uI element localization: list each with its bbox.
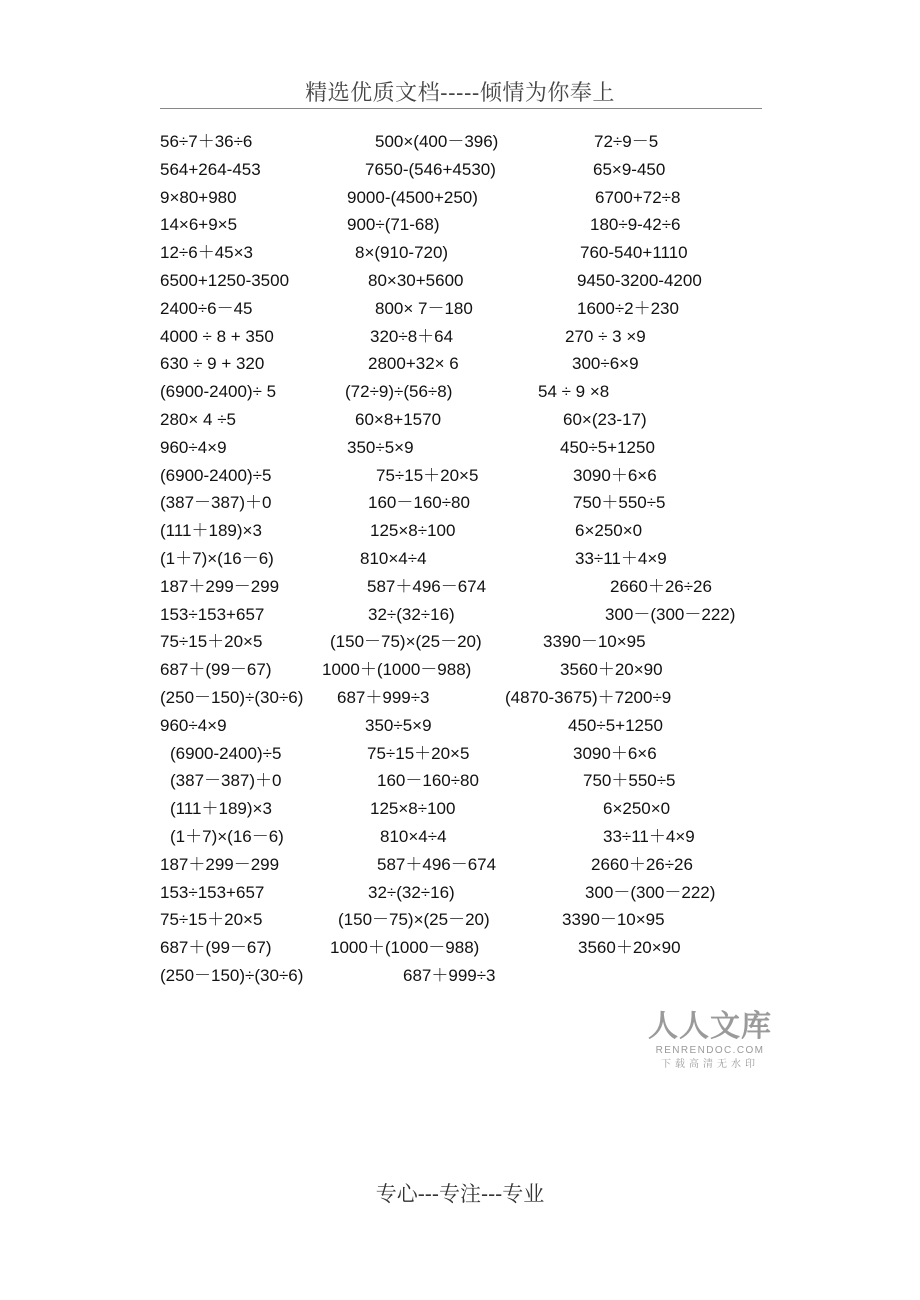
problem-expression: 6500+1250-3500 bbox=[160, 270, 290, 290]
problem-row bbox=[0, 740, 920, 768]
problem-expression: 350÷5×9 bbox=[347, 437, 414, 457]
problem-expression: 14×6+9×5 bbox=[160, 215, 238, 235]
problem-row bbox=[0, 462, 920, 490]
problem-row bbox=[0, 573, 920, 601]
problem-expression: 2800+32× 6 bbox=[368, 354, 459, 374]
problem-expression: 4000 ÷ 8 + 350 bbox=[160, 326, 274, 346]
problem-expression: 3090＋6×6 bbox=[573, 465, 657, 485]
problem-expression: 320÷8＋64 bbox=[370, 326, 454, 346]
problem-expression: 2400÷6－45 bbox=[160, 298, 253, 318]
problem-expression: 450÷5+1250 bbox=[568, 715, 663, 735]
problem-row bbox=[0, 406, 920, 434]
problem-expression: 180÷9-42÷6 bbox=[590, 215, 681, 235]
problem-expression: 125×8÷100 bbox=[370, 521, 456, 541]
problem-expression: (387－387)＋0 bbox=[170, 771, 282, 791]
problem-expression: 687＋(99－67) bbox=[160, 938, 272, 958]
problem-row bbox=[0, 156, 920, 184]
problem-expression: 750＋550÷5 bbox=[573, 493, 666, 513]
problem-expression: 6×250×0 bbox=[575, 521, 643, 541]
problem-expression: (250－150)÷(30÷6) bbox=[160, 965, 304, 985]
problem-row bbox=[0, 489, 920, 517]
watermark-url: RENRENDOC.COM bbox=[655, 1045, 765, 1056]
problem-row bbox=[0, 517, 920, 545]
problem-row bbox=[0, 128, 920, 156]
problem-expression: 60×8+1570 bbox=[355, 409, 442, 429]
problem-row bbox=[0, 795, 920, 823]
problem-expression: 6×250×0 bbox=[603, 799, 671, 819]
problem-expression: 75÷15＋20×5 bbox=[376, 465, 479, 485]
problem-expression: 32÷(32÷16) bbox=[368, 604, 455, 624]
problem-row bbox=[0, 295, 920, 323]
problem-row bbox=[0, 267, 920, 295]
problem-row bbox=[0, 434, 920, 462]
problem-expression: 33÷11＋4×9 bbox=[575, 548, 667, 568]
problem-expression: 2660＋26÷26 bbox=[610, 576, 712, 596]
problem-row bbox=[0, 545, 920, 573]
problem-expression: 687＋(99－67) bbox=[160, 660, 272, 680]
problem-expression: 9450-3200-4200 bbox=[577, 270, 702, 290]
problem-expression: 1000＋(1000－988) bbox=[330, 938, 480, 958]
problem-expression: (111＋189)×3 bbox=[170, 799, 272, 819]
problem-list bbox=[0, 128, 920, 990]
problem-expression: (111＋189)×3 bbox=[160, 521, 262, 541]
problem-row bbox=[0, 239, 920, 267]
problem-expression: 187＋299－299 bbox=[160, 576, 280, 596]
problem-expression: 300－(300－222) bbox=[605, 604, 736, 624]
problem-row bbox=[0, 767, 920, 795]
problem-row bbox=[0, 962, 920, 990]
problem-expression: 9×80+980 bbox=[160, 187, 237, 207]
problem-expression: (4870-3675)＋7200÷9 bbox=[505, 687, 672, 707]
problem-expression: 564+264-453 bbox=[160, 159, 261, 179]
problem-expression: 9000-(4500+250) bbox=[347, 187, 478, 207]
problem-row bbox=[0, 323, 920, 351]
problem-expression: 153÷153+657 bbox=[160, 882, 265, 902]
problem-expression: 587＋496－674 bbox=[377, 854, 497, 874]
problem-expression: 630 ÷ 9 + 320 bbox=[160, 354, 265, 374]
problem-expression: (250－150)÷(30÷6) bbox=[160, 687, 304, 707]
problem-expression: 810×4÷4 bbox=[360, 548, 427, 568]
problem-expression: 7650-(546+4530) bbox=[365, 159, 496, 179]
problem-row bbox=[0, 851, 920, 879]
problem-expression: 1600÷2＋230 bbox=[577, 298, 679, 318]
problem-expression: 270 ÷ 3 ×9 bbox=[565, 326, 646, 346]
watermark-logo bbox=[640, 1010, 780, 1072]
problem-expression: 280× 4 ÷5 bbox=[160, 409, 236, 429]
problem-row bbox=[0, 184, 920, 212]
problem-expression: 810×4÷4 bbox=[380, 826, 447, 846]
problem-expression: 160－160÷80 bbox=[377, 771, 479, 791]
problem-expression: 6700+72÷8 bbox=[595, 187, 681, 207]
problem-expression: (150－75)×(25－20) bbox=[330, 632, 482, 652]
problem-expression: 800× 7－180 bbox=[375, 298, 473, 318]
problem-expression: 12÷6＋45×3 bbox=[160, 243, 253, 263]
problem-expression: 54 ÷ 9 ×8 bbox=[538, 382, 610, 402]
problem-expression: (6900-2400)÷5 bbox=[170, 743, 282, 763]
problem-expression: 60×(23-17) bbox=[563, 409, 647, 429]
problem-expression: 960÷4×9 bbox=[160, 437, 227, 457]
problem-expression: 32÷(32÷16) bbox=[368, 882, 455, 902]
problem-row bbox=[0, 211, 920, 239]
page-header: 精选优质文档-----倾情为你奉上 bbox=[305, 81, 615, 106]
problem-row bbox=[0, 823, 920, 851]
problem-expression: 450÷5+1250 bbox=[560, 437, 655, 457]
problem-expression: 900÷(71-68) bbox=[347, 215, 440, 235]
problem-row bbox=[0, 656, 920, 684]
problem-expression: 2660＋26÷26 bbox=[591, 854, 693, 874]
header-rule bbox=[160, 108, 762, 109]
problem-expression: 3390－10×95 bbox=[543, 632, 646, 652]
problem-expression: (150－75)×(25－20) bbox=[338, 910, 490, 930]
problem-row bbox=[0, 684, 920, 712]
problem-expression: (1＋7)×(16－6) bbox=[170, 826, 284, 846]
problem-expression: 750＋550÷5 bbox=[583, 771, 676, 791]
problem-expression: 153÷153+657 bbox=[160, 604, 265, 624]
problem-expression: 160－160÷80 bbox=[368, 493, 470, 513]
problem-expression: 3390－10×95 bbox=[562, 910, 665, 930]
problem-expression: 960÷4×9 bbox=[160, 715, 227, 735]
problem-expression: (72÷9)÷(56÷8) bbox=[345, 382, 453, 402]
problem-row bbox=[0, 934, 920, 962]
problem-expression: 3560＋20×90 bbox=[560, 660, 663, 680]
problem-expression: 687＋999÷3 bbox=[403, 965, 496, 985]
problem-row bbox=[0, 350, 920, 378]
problem-row bbox=[0, 378, 920, 406]
problem-expression: 687＋999÷3 bbox=[337, 687, 430, 707]
problem-expression: 56÷7＋36÷6 bbox=[160, 132, 253, 151]
problem-expression: 65×9-450 bbox=[593, 159, 666, 179]
problem-expression: 72÷9－5 bbox=[594, 132, 659, 151]
problem-expression: 300－(300－222) bbox=[585, 882, 716, 902]
problem-row bbox=[0, 628, 920, 656]
problem-expression: 8×(910-720) bbox=[355, 243, 449, 263]
problem-expression: 1000＋(1000－988) bbox=[322, 660, 472, 680]
problem-expression: 587＋496－674 bbox=[367, 576, 487, 596]
problem-row bbox=[0, 879, 920, 907]
problem-expression: 500×(400－396) bbox=[375, 132, 499, 151]
problem-expression: 125×8÷100 bbox=[370, 799, 456, 819]
problem-expression: 300÷6×9 bbox=[572, 354, 639, 374]
problem-expression: 75÷15＋20×5 bbox=[160, 910, 263, 930]
problem-expression: 33÷11＋4×9 bbox=[603, 826, 695, 846]
problem-expression: 75÷15＋20×5 bbox=[160, 632, 263, 652]
problem-expression: 3090＋6×6 bbox=[573, 743, 657, 763]
problem-expression: (6900-2400)÷ 5 bbox=[160, 382, 277, 402]
problem-expression: (387－387)＋0 bbox=[160, 493, 272, 513]
problem-expression: (6900-2400)÷5 bbox=[160, 465, 272, 485]
problem-row bbox=[0, 906, 920, 934]
problem-expression: 3560＋20×90 bbox=[578, 938, 681, 958]
page-footer: 专心---专注---专业 bbox=[375, 1182, 545, 1206]
problem-expression: 187＋299－299 bbox=[160, 854, 280, 874]
watermark-subtitle: 下载高清无水印 bbox=[661, 1059, 759, 1070]
problem-expression: 80×30+5600 bbox=[368, 270, 464, 290]
problem-row bbox=[0, 601, 920, 629]
problem-expression: 760-540+1110 bbox=[580, 243, 688, 263]
problem-expression: 75÷15＋20×5 bbox=[367, 743, 470, 763]
problem-expression: 350÷5×9 bbox=[365, 715, 432, 735]
problem-expression: (1＋7)×(16－6) bbox=[160, 548, 274, 568]
problem-row bbox=[0, 712, 920, 740]
watermark-title: 人人文库 bbox=[648, 1009, 772, 1044]
